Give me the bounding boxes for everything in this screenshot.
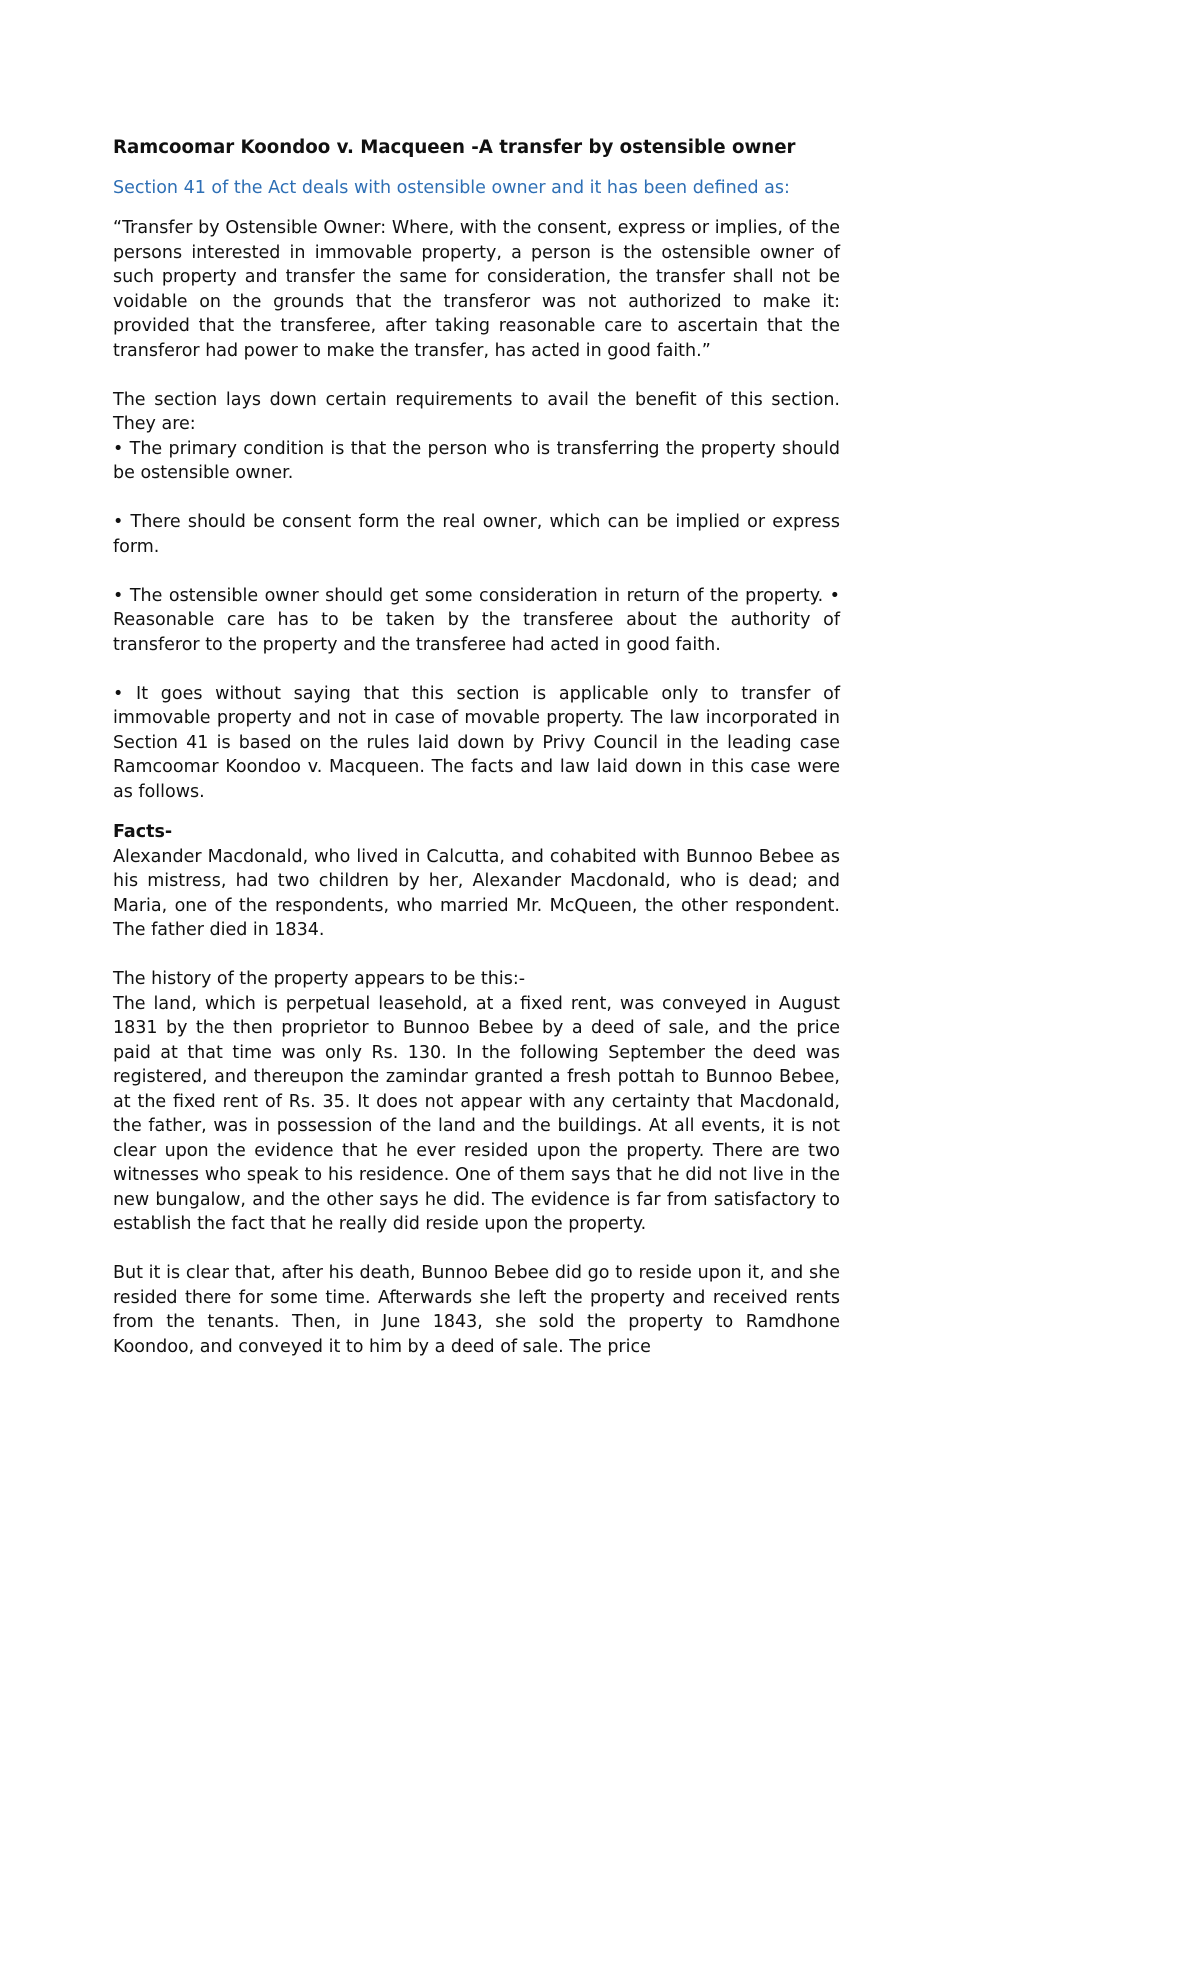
document-page — [113, 136, 840, 1359]
bullet-glyph: • — [113, 683, 124, 704]
bullet-text: The ostensible owner should get some consideration in return of the property. — [129, 585, 824, 606]
document-title: Ramcoomar Koondoo v. Macqueen -A transfer by ostensible owner — [113, 137, 796, 158]
bullet-glyph: • — [113, 512, 124, 532]
facts-paragraph: Alexander Macdonald, who lived in Calcutta, and cohabited with Bunnoo Bebee as his mistress, had two children by her, Alexander Macdonald, who is dead; and Maria, one of the respondents, who married Mr. McQueen, the other respondent. The father died in 1834. — [113, 846, 840, 940]
bullet-text: The primary condition is that the person who is transferring the property should be ostensible owner. — [113, 438, 840, 483]
section-intro: Section 41 of the Act deals with ostensible owner and it has been defined as: — [113, 177, 790, 198]
history-intro: The history of the property appears to be this:- — [113, 969, 526, 989]
history-paragraph-continued: But it is clear that, after his death, Bunnoo Bebee did go to reside upon it, and she resided there for some time. Afterwards she left the property and received rents from the tenants. Then, in June 1843, she sold the property to Ramdhone Koondoo, and conveyed it to him by a deed of sale. The price — [113, 1263, 840, 1357]
requirements-intro: The section lays down certain requirements to avail the benefit of this section. They are: — [113, 389, 840, 434]
bullet-text: Reasonable care has to be taken by the transferee about the authority of transferor to the property and the transferee had acted in good faith. — [113, 610, 840, 655]
bullet-text: There should be consent form the real owner, which can be implied or express form. — [113, 512, 840, 557]
history-paragraph: The land, which is perpetual leasehold, at a fixed rent, was conveyed in August 1831 by the then proprietor to Bunnoo Bebee by a deed of sale, and the price paid at that time was only Rs. 130. In the following September the deed was registered, and thereupon the zamindar granted a fresh pottah to Bunnoo Bebee, at the fixed rent of Rs. 35. It does not appear with any certainty that Macdonald, the father, was in possession of the land and the buildings. At all events, it is not clear upon the evidence that he ever resided upon the property. There are two witnesses who speak to his residence. One of them says that he did not live in the new bungalow, and the other says he did. The evidence is far from satisfactory to establish the fact that he really did reside upon the property. — [113, 993, 840, 1234]
bullet-item — [113, 682, 840, 805]
bullet-glyph: • — [113, 585, 124, 606]
bullet-text: It goes without saying that this section is applicable only to transfer of immovable property and not in case of movable property. The law incorporated in Section 41 is based on the rules laid down by Privy Council in the leading case Ramcoomar Koondoo v. Macqueen. The facts and law laid down in this case were as follows. — [113, 683, 840, 802]
bullet-glyph: • — [829, 585, 840, 606]
facts-heading: Facts- — [113, 822, 173, 842]
bullet-glyph: • — [113, 438, 124, 459]
bullet-item — [113, 510, 840, 559]
quote-paragraph: “Transfer by Ostensible Owner: Where, with the consent, express or implies, of the persons interested in immovable property, a person is the ostensible owner of such property and transfer the same for consideration, the transfer shall not be voidable on the grounds that the transferor was not authorized to make it: provided that the transferee, after taking reasonable care to ascertain that the transferor had power to make the transfer, has acted in good faith.” — [113, 218, 840, 361]
bullet-item — [113, 437, 840, 486]
bullet-item — [113, 584, 840, 658]
